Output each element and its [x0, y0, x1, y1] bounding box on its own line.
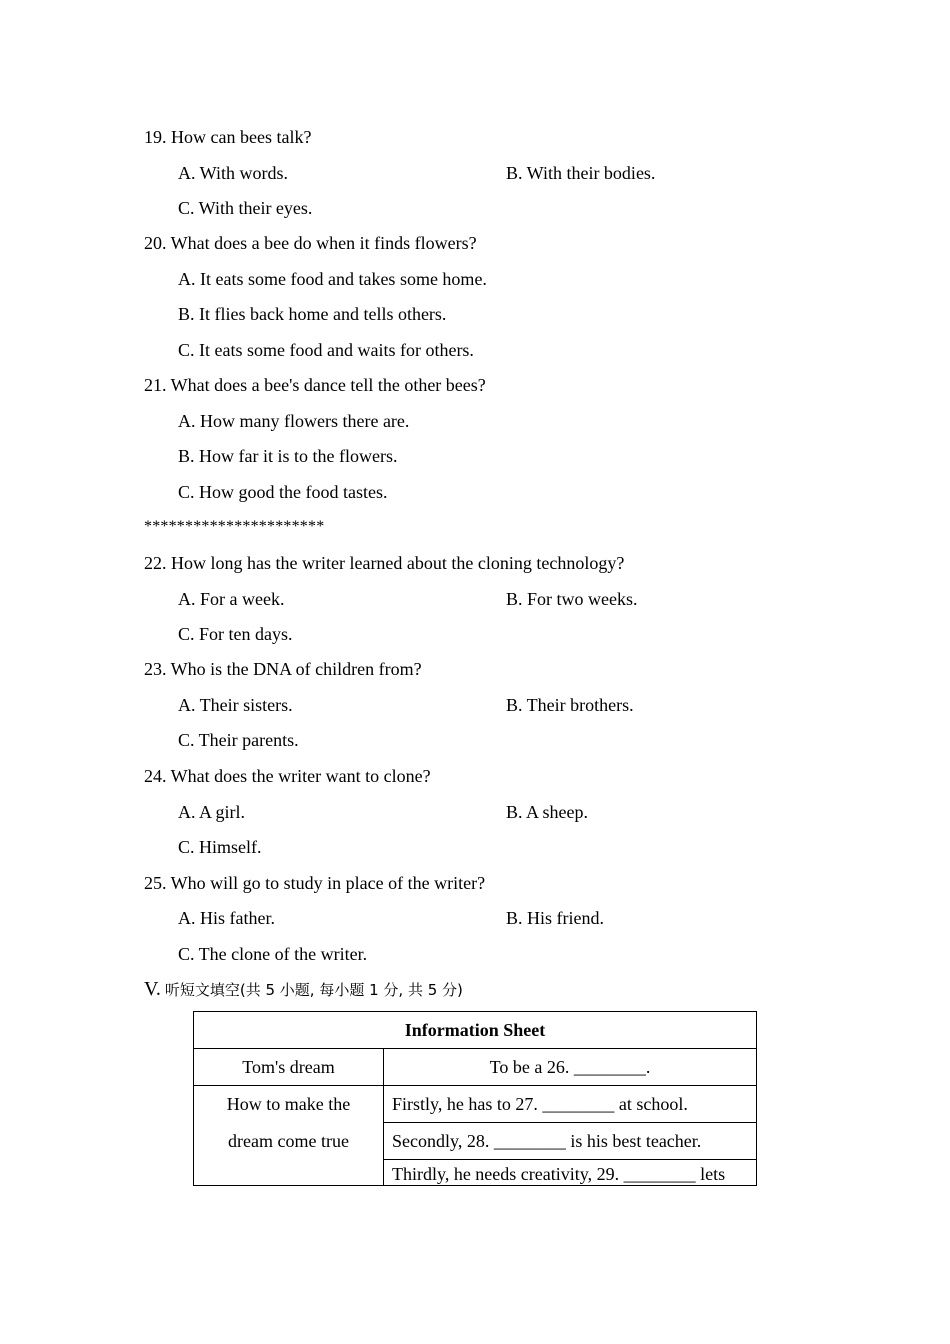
question-23-stem: 23. Who is the DNA of children from?: [144, 659, 422, 679]
how-to-label-line-1: How to make the: [226, 1094, 351, 1114]
table-title: Information Sheet: [194, 1012, 757, 1049]
table-row: [194, 1086, 757, 1123]
question-21-option-a: A. How many flowers there are.: [178, 411, 410, 431]
question-21-option-c: C. How good the food tastes.: [178, 482, 388, 502]
question-19-stem: 19. How can bees talk?: [144, 127, 312, 147]
question-25-option-a: A. His father.: [178, 908, 275, 928]
question-23-option-c: C. Their parents.: [178, 730, 299, 750]
dream-value-cell: To be a 26. ________.: [384, 1049, 757, 1086]
question-25-option-b: B. His friend.: [506, 908, 604, 928]
how-to-label-cell: [194, 1086, 384, 1186]
question-20-option-b: B. It flies back home and tells others.: [178, 304, 447, 324]
question-25-option-c: C. The clone of the writer.: [178, 944, 368, 964]
section-number: V.: [144, 978, 161, 1000]
information-sheet-table: [193, 1011, 757, 1186]
how-to-label-line-2: dream come true: [228, 1131, 349, 1151]
question-19-option-b: B. With their bodies.: [506, 163, 656, 183]
question-24-option-b: B. A sheep.: [506, 802, 589, 822]
question-25-stem: 25. Who will go to study in place of the writer?: [144, 873, 486, 893]
step-1-cell: Firstly, he has to 27. ________ at school.: [384, 1086, 757, 1123]
question-21-option-b: B. How far it is to the flowers.: [178, 446, 398, 466]
section-separator: **********************: [144, 518, 325, 535]
step-2-cell: Secondly, 28. ________ is his best teacher.: [384, 1123, 757, 1160]
question-21-stem: 21. What does a bee's dance tell the other bees?: [144, 375, 486, 395]
question-20-option-c: C. It eats some food and waits for others.: [178, 340, 474, 360]
question-22-option-c: C. For ten days.: [178, 624, 293, 644]
question-20-stem: 20. What does a bee do when it finds flowers?: [144, 233, 477, 253]
dream-label-cell: Tom's dream: [194, 1049, 384, 1086]
table-row: [194, 1049, 757, 1086]
question-23-option-a: A. Their sisters.: [178, 695, 293, 715]
question-23-option-b: B. Their brothers.: [506, 695, 634, 715]
question-22-option-a: A. For a week.: [178, 589, 285, 609]
question-24-option-c: C. Himself.: [178, 837, 262, 857]
question-19-option-c: C. With their eyes.: [178, 198, 313, 218]
question-22-option-b: B. For two weeks.: [506, 589, 638, 609]
step-3-cell: Thirdly, he needs creativity, 29. ________ lets: [384, 1160, 757, 1186]
question-24-stem: 24. What does the writer want to clone?: [144, 766, 431, 786]
question-20-option-a: A. It eats some food and takes some home.: [178, 269, 487, 289]
question-24-option-a: A. A girl.: [178, 802, 246, 822]
question-22-stem: 22. How long has the writer learned about the cloning technology?: [144, 553, 625, 573]
table-header-row: [194, 1012, 757, 1049]
section-v-heading: [144, 978, 463, 1002]
question-19-option-a: A. With words.: [178, 163, 288, 183]
section-title: 听短文填空(共 5 小题, 每小题 1 分, 共 5 分): [164, 981, 463, 999]
